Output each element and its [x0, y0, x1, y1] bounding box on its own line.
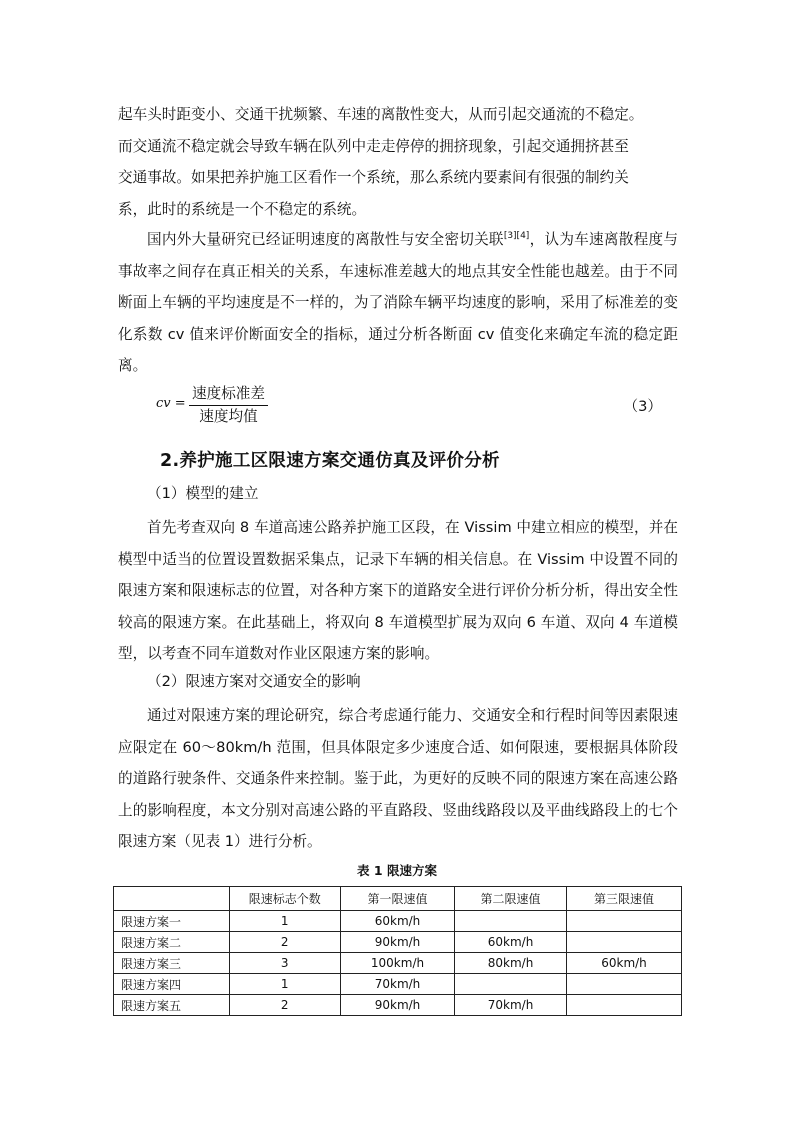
- table-cell: 3: [229, 953, 340, 974]
- equation-fraction: [189, 384, 268, 427]
- equation-denominator: 速度均值: [199, 408, 258, 425]
- table-cell: [567, 911, 682, 932]
- header-cell: 第一限速值: [340, 887, 454, 911]
- row-label: 限速方案二: [114, 932, 230, 953]
- table-cell: 80km/h: [455, 953, 567, 974]
- paragraph-model: 首先考查双向 8 车道高速公路养护施工区段，在 Vissim 中建立相应的模型，并在模型中适当的位置设置数据采集点，记录下车辆的相关信息。在 Vissim 中设置不同的限速方案和限速标志的位置，对各种方案下的道路安全进行评价分析分析，得出安全性较高的限速方案。在此基础上，将双向 8 车道模型扩展为双向 6 车道、双向 4 车道模型，以考查不同车道数对作业区限速方案的影响。: [118, 519, 678, 662]
- table-cell: 60km/h: [455, 932, 567, 953]
- table-cell: 100km/h: [340, 953, 454, 974]
- paragraph-speed-dispersion: [118, 224, 678, 382]
- table-cell: 60km/h: [340, 911, 454, 932]
- table-cell: [567, 932, 682, 953]
- header-cell: [114, 887, 230, 911]
- paragraph-text: ，认为车速离散程度与事故率之间存在真正相关的关系，车速标准差越大的地点其安全性能也越差。由于不同断面上车辆的平均速度是不一样的，为了消除车辆平均速度的影响，采用了标准差的变化系数 cv 值来评价断面安全的指标，通过分析各断面 cv 值变化来确定车流的稳定距离。: [118, 231, 678, 374]
- header-cell: 第二限速值: [455, 887, 567, 911]
- table-cell: 60km/h: [567, 953, 682, 974]
- table-cell: 2: [229, 995, 340, 1016]
- equation-number: （3）: [623, 398, 662, 415]
- table-cell: [567, 995, 682, 1016]
- table-row: [114, 995, 682, 1016]
- paragraph-continuation: [118, 99, 678, 225]
- table-cell: 1: [229, 911, 340, 932]
- table-cell: [455, 974, 567, 995]
- table-cell: 1: [229, 974, 340, 995]
- header-cell: 第三限速值: [567, 887, 682, 911]
- table-cell: 70km/h: [455, 995, 567, 1016]
- table-cell: 2: [229, 932, 340, 953]
- paragraph-text: 国内外大量研究已经证明速度的离散性与安全密切关联: [147, 231, 504, 248]
- subheading-model: （1）模型的建立: [147, 485, 259, 502]
- speed-limit-table: [113, 886, 682, 1016]
- table-row: [114, 911, 682, 932]
- table-cell: [567, 974, 682, 995]
- section-heading: 2.养护施工区限速方案交通仿真及评价分析: [160, 451, 500, 471]
- table-row: [114, 932, 682, 953]
- row-label: 限速方案四: [114, 974, 230, 995]
- text-line: 而交通流不稳定就会导致车辆在队列中走走停停的拥挤现象，引起交通拥挤甚至: [118, 137, 629, 155]
- equation-lhs: cv =: [156, 396, 186, 411]
- row-label: 限速方案五: [114, 995, 230, 1016]
- equation-numerator: 速度标准差: [192, 385, 265, 402]
- citation-ref[interactable]: [3][4]: [503, 231, 530, 241]
- row-label: 限速方案三: [114, 953, 230, 974]
- table-row: [114, 953, 682, 974]
- text-line: 起车头时距变小、交通干扰频繁、车速的离散性变大，从而引起交通流的不稳定。: [118, 106, 644, 123]
- fraction-bar: [189, 405, 268, 406]
- table-cell: 70km/h: [340, 974, 454, 995]
- paragraph-safety: 通过对限速方案的理论研究，综合考虑通行能力、交通安全和行程时间等因素限速应限定在 60～80km/h 范围，但具体限定多少速度合适、如何限速，要根据具体阶段的道路行驶条件、交通条件来控制。鉴于此，为更好的反映不同的限速方案在高速公路上的影响程度，本文分别对高速公路的平直路段、竖曲线路段以及平曲线路段上的七个限速方案（见表 1）进行分析。: [118, 707, 678, 850]
- header-cell: 限速标志个数: [229, 887, 340, 911]
- table-row: [114, 974, 682, 995]
- table-cell: 90km/h: [340, 932, 454, 953]
- text-line: 系，此时的系统是一个不稳定的系统。: [118, 200, 367, 218]
- table-cell: [455, 911, 567, 932]
- text-line: 交通事故。如果把养护施工区看作一个系统，那么系统内要素间有很强的制约关: [118, 169, 629, 186]
- subheading-safety: （2）限速方案对交通安全的影响: [147, 673, 361, 690]
- equation-3: [156, 384, 676, 428]
- table-caption: 表 1 限速方案: [357, 863, 437, 878]
- row-label: 限速方案一: [114, 911, 230, 932]
- table-header-row: [114, 887, 682, 911]
- table-cell: 90km/h: [340, 995, 454, 1016]
